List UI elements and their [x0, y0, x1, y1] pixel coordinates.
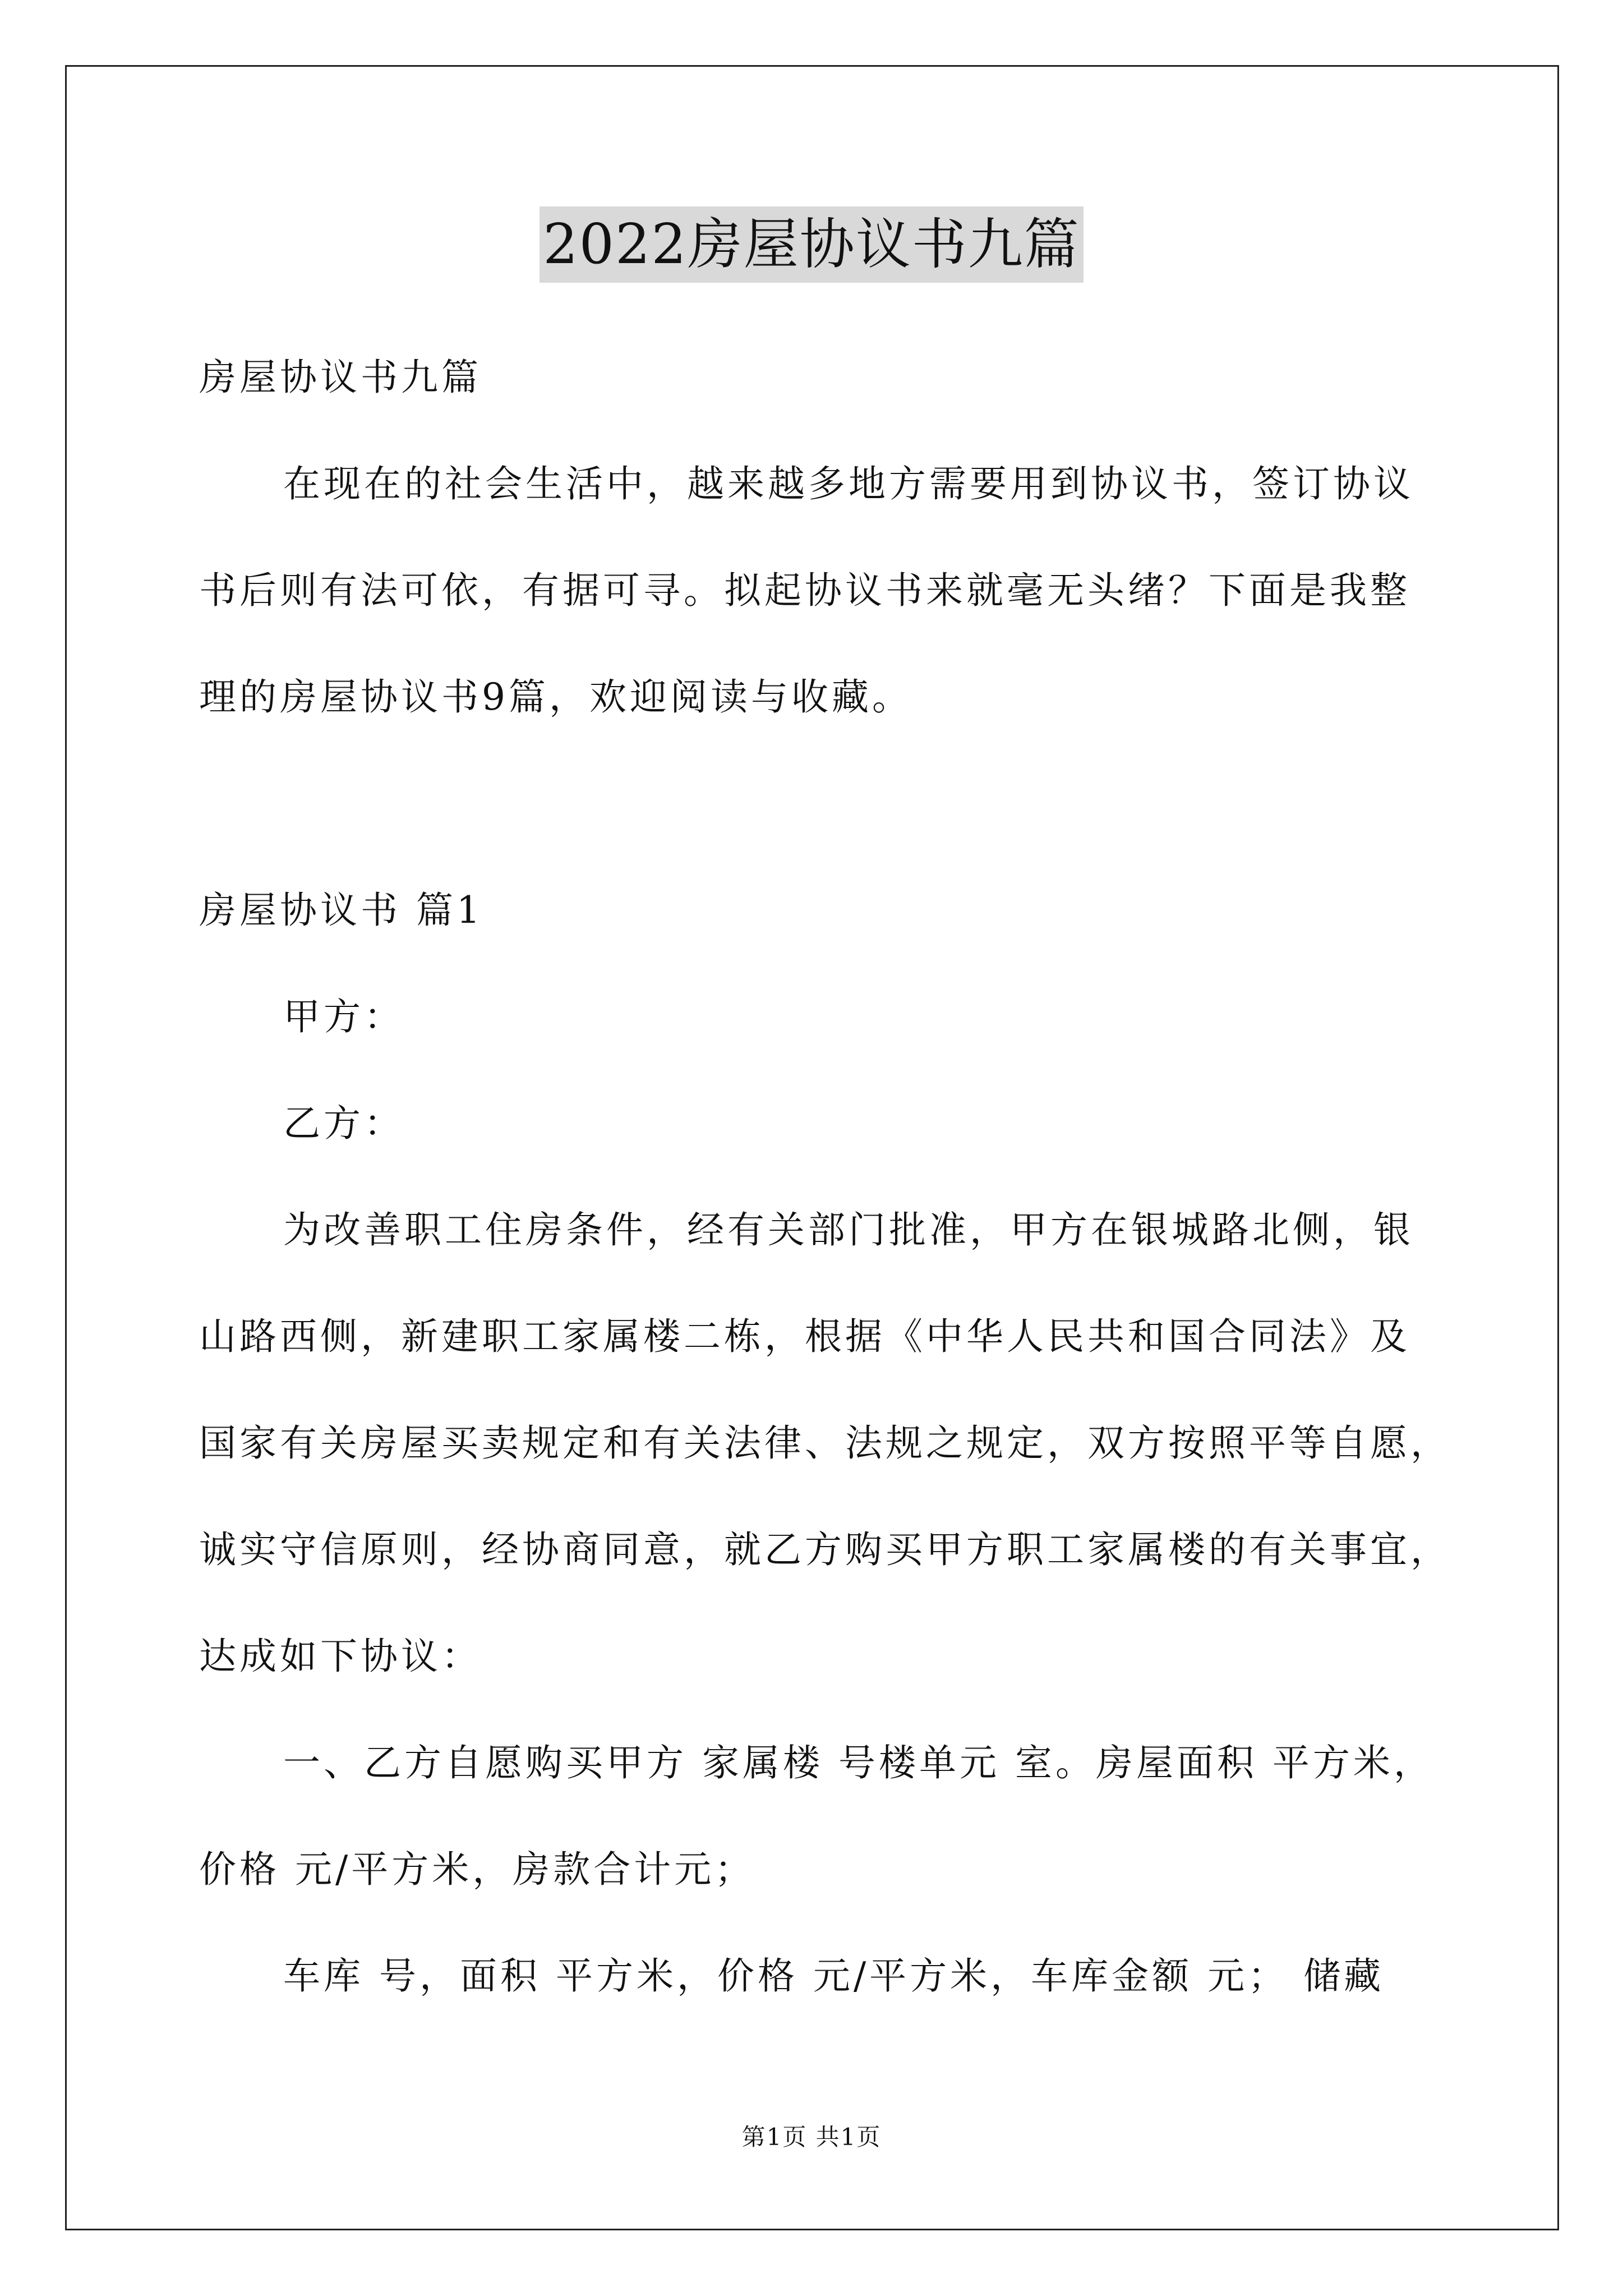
- body-line: 一、乙方自愿购买甲方 家属楼 号楼单元 室。房屋面积 平方米，: [283, 1741, 1434, 1784]
- party-b-line: 乙方：: [283, 1102, 404, 1145]
- body-line: 书后则有法可依，有据可寻。拟起协议书来就毫无头绪？下面是我整: [199, 569, 1410, 612]
- body-line: 达成如下协议：: [199, 1635, 482, 1678]
- subtitle-line: 房屋协议书九篇: [199, 356, 482, 399]
- body-line: 车库 号，面积 平方米，价格 元/平方米，车库金额 元； 储藏: [283, 1954, 1385, 1998]
- body-line: 在现在的社会生活中，越来越多地方需要用到协议书，签订协议: [283, 462, 1414, 505]
- party-a-line: 甲方：: [283, 995, 404, 1038]
- body-line: 山路西侧，新建职工家属楼二栋，根据《中华人民共和国合同法》及: [199, 1315, 1410, 1358]
- page-footer: 第1页 共1页: [741, 2123, 882, 2151]
- section-heading: 房屋协议书 篇1: [199, 889, 483, 932]
- body-line: 理的房屋协议书9篇，欢迎阅读与收藏。: [199, 675, 912, 719]
- document-title: 2022房屋协议书九篇: [540, 206, 1083, 283]
- body-line: 为改善职工住房条件，经有关部门批准，甲方在银城路北侧，银: [283, 1208, 1414, 1251]
- title-container: [0, 206, 1623, 283]
- body-line: 诚实守信原则，经协商同意，就乙方购买甲方职工家属楼的有关事宜，: [199, 1528, 1451, 1571]
- body-line: 价格 元/平方米，房款合计元；: [199, 1848, 755, 1891]
- body-line: 国家有关房屋买卖规定和有关法律、法规之规定，双方按照平等自愿，: [199, 1421, 1451, 1465]
